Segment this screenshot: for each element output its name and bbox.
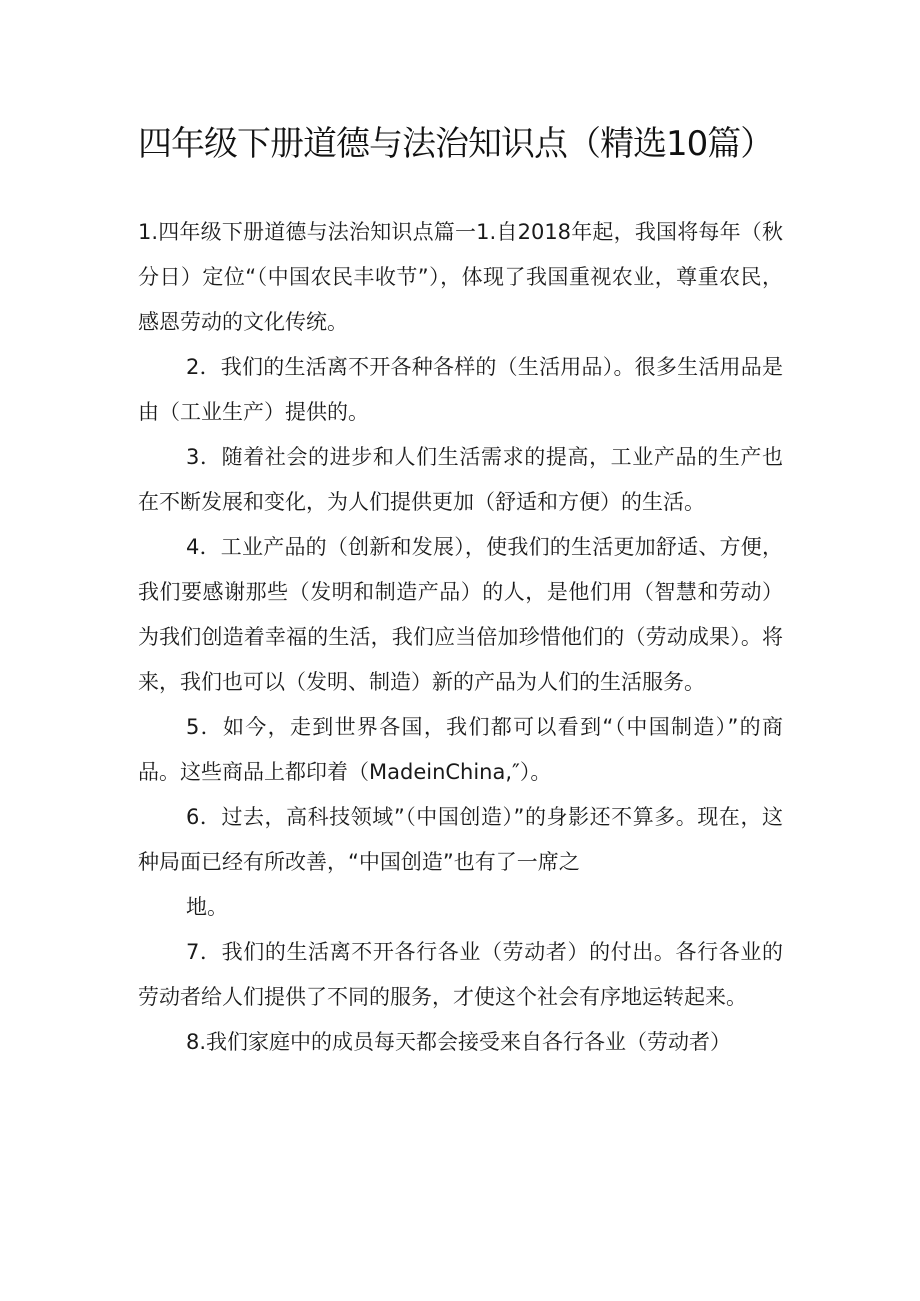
- document-body: [138, 210, 783, 1065]
- paragraph-6-text: 6．过去，高科技领域”（中国创造）”的身影还不算多。现在，这种局面已经有所改善，“中国创造”也有了一席之: [138, 805, 783, 874]
- paragraph-1: 1.四年级下册道德与法治知识点篇一1.自2018年起，我国将每年（秋分日）定位“（中国农民丰收节”），体现了我国重视农业，尊重农民，感恩劳动的文化传统。: [138, 220, 783, 334]
- paragraph-6: [138, 795, 783, 930]
- paragraph-7: 7．我们的生活离不开各行各业（劳动者）的付出。各行各业的劳动者给人们提供了不同的服务，才使这个社会有序地运转起来。: [138, 940, 783, 1009]
- paragraph-5: 5．如今，走到世界各国，我们都可以看到“（中国制造）”的商品。这些商品上都印着（MadeinChina,″）。: [138, 715, 783, 784]
- paragraph-4: 4．工业产品的（创新和发展），使我们的生活更加舒适、方便，我们要感谢那些（发明和制造产品）的人，是他们用（智慧和劳动）为我们创造着幸福的生活，我们应当倍加珍惜他们的（劳动成果）。将来，我们也可以（发明、制造）新的产品为人们的生活服务。: [138, 535, 783, 694]
- paragraph-6-tail: 地。: [186, 895, 228, 919]
- paragraph-3: 3．随着社会的进步和人们生活需求的提高，工业产品的生产也在不断发展和变化，为人们提供更加（舒适和方便）的生活。: [138, 445, 783, 514]
- document-title: 四年级下册道德与法治知识点（精选10篇）: [138, 124, 774, 164]
- paragraph-8: 8.我们家庭中的成员每天都会接受来自各行各业（劳动者）: [186, 1030, 732, 1054]
- paragraph-2: 2．我们的生活离不开各种各样的（生活用品）。很多生活用品是由（工业生产）提供的。: [138, 355, 783, 424]
